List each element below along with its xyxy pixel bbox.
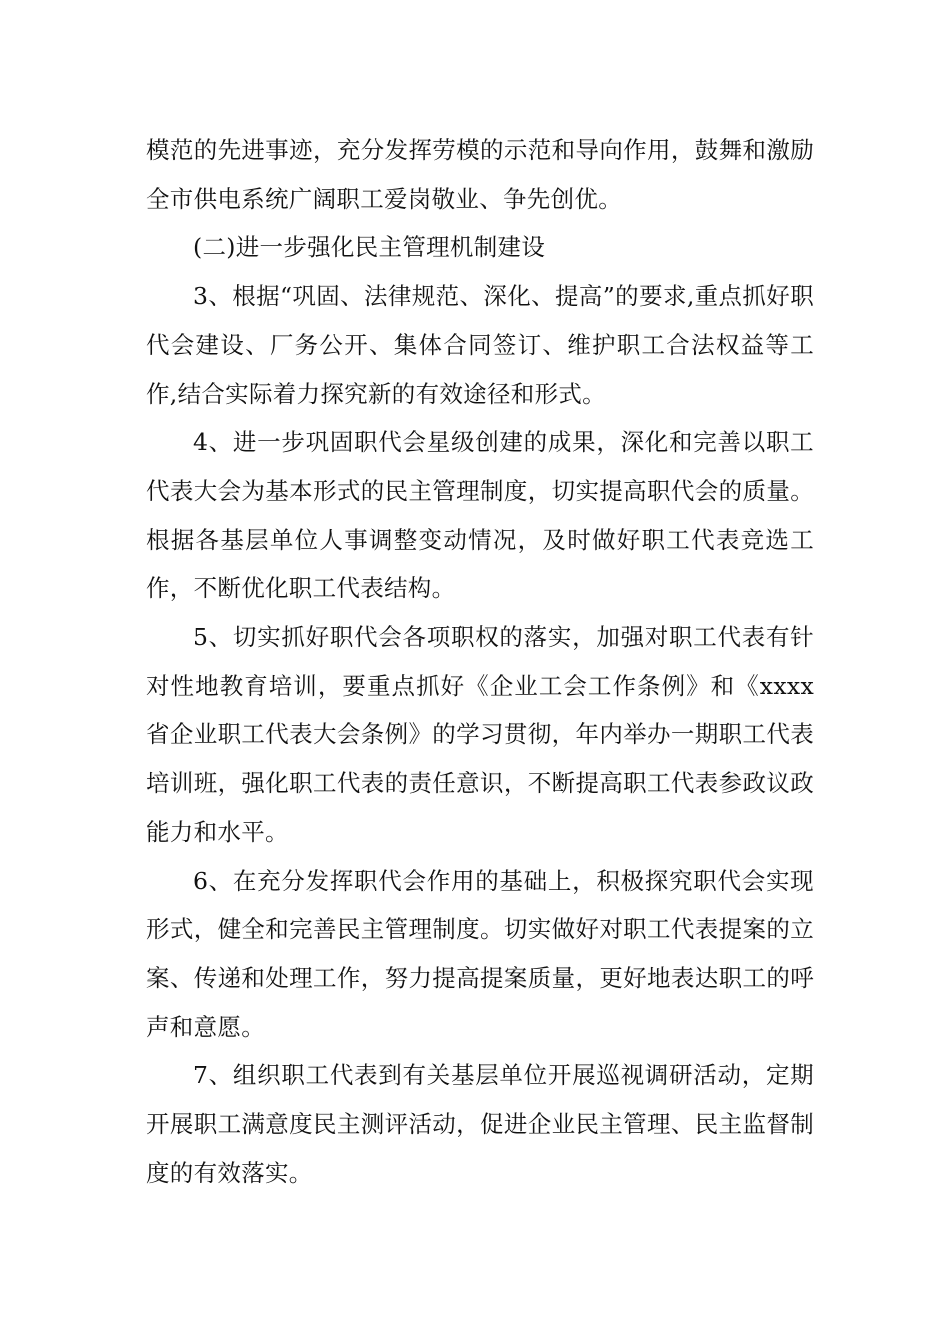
paragraph-item-6: 6、在充分发挥职代会作用的基础上，积极探究职代会实现形式，健全和完善民主管理制度。切实做好对职工代表提案的立案、传递和处理工作，努力提高提案质量，更好地表达职工的呼声和意愿。 [146,866,814,1041]
paragraph-item-4: 4、进一步巩固职代会星级创建的成果，深化和完善以职工代表大会为基本形式的民主管理制度，切实提高职代会的质量。根据各基层单位人事调整变动情况，及时做好职工代表竞选工作，不断优化职工代表结构。 [146,428,814,603]
paragraph-item-3: 3、根据“巩固、法律规范、深化、提高”的要求,重点抓好职代会建设、厂务公开、集体合同签订、维护职工合法权益等工作,结合实际着力探究新的有效途径和形式。 [146,282,814,408]
section-heading: (二)进一步强化民主管理机制建设 [193,233,546,262]
paragraph-item-5: 5、切实抓好职代会各项职权的落实，加强对职工代表有针对性地教育培训，要重点抓好《企业工会工作条例》和《xxxx省企业职工代表大会条例》的学习贯彻，年内举办一期职工代表培训班，强化职工代表的责任意识，不断提高职工代表参政议政能力和水平。 [146,623,814,846]
document-body [146,126,814,1197]
paragraph-item-7: 7、组织职工代表到有关基层单位开展巡视调研活动，定期开展职工满意度民主测评活动，促进企业民主管理、民主监督制度的有效落实。 [146,1061,814,1187]
paragraph-continuation: 模范的先进事迹，充分发挥劳模的示范和导向作用，鼓舞和激励全市供电系统广阔职工爱岗敬业、争先创优。 [146,136,814,213]
